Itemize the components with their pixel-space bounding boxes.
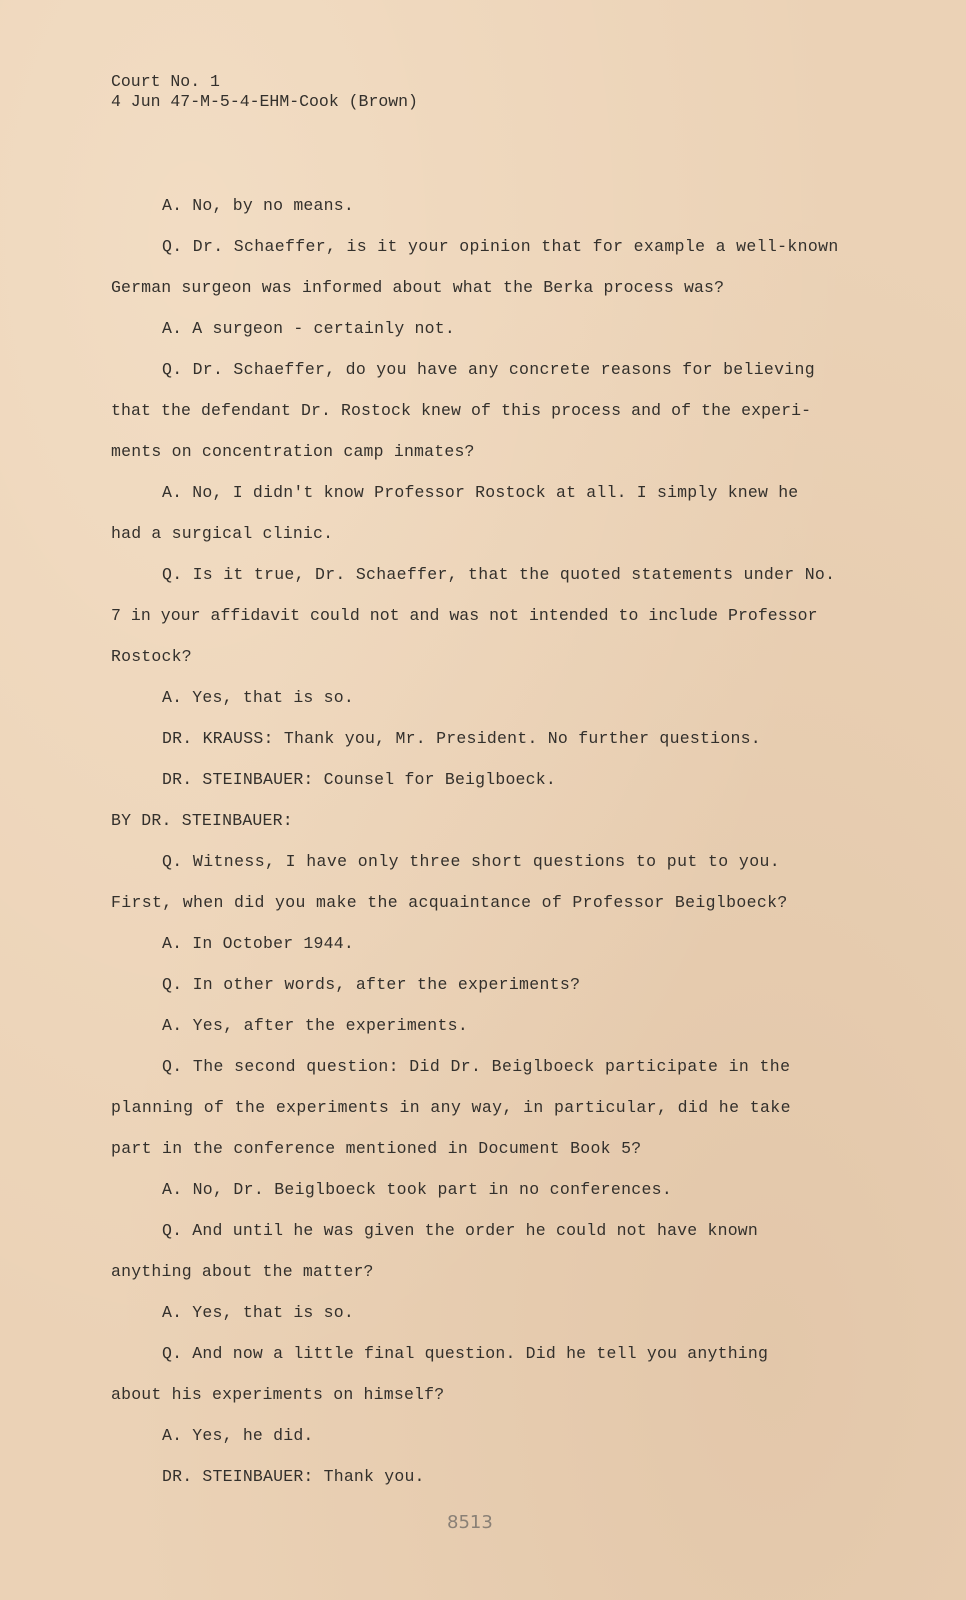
transcript-line: anything about the matter?: [111, 1262, 374, 1281]
transcript-line: DR. STEINBAUER: Counsel for Beiglboeck.: [162, 770, 556, 789]
transcript-line: A. No, I didn't know Professor Rostock at all. I simply knew he: [162, 483, 799, 502]
transcript-line: Q. Is it true, Dr. Schaeffer, that the quoted statements under No.: [162, 565, 836, 584]
court-number: Court No. 1: [111, 72, 220, 91]
transcript-line: that the defendant Dr. Rostock knew of this process and of the experi-: [111, 401, 812, 420]
transcript-line: First, when did you make the acquaintance of Professor Beiglboeck?: [111, 893, 788, 912]
transcript-line: A. A surgeon - certainly not.: [162, 319, 455, 338]
transcript-line: Q. The second question: Did Dr. Beiglboeck participate in the: [162, 1057, 791, 1076]
transcript-line: A. No, Dr. Beiglboeck took part in no conferences.: [162, 1180, 673, 1199]
transcript-line: German surgeon was informed about what the Berka process was?: [111, 278, 725, 297]
transcript-line: BY DR. STEINBAUER:: [111, 811, 293, 830]
transcript-line: about his experiments on himself?: [111, 1385, 445, 1404]
transcript-line: A. Yes, after the experiments.: [162, 1016, 469, 1035]
transcript-line: A. No, by no means.: [162, 196, 354, 215]
transcript-line: planning of the experiments in any way, in particular, did he take: [111, 1098, 791, 1117]
transcript-line: DR. STEINBAUER: Thank you.: [162, 1467, 425, 1486]
transcript-line: A. Yes, that is so.: [162, 1303, 354, 1322]
transcript-line: DR. KRAUSS: Thank you, Mr. President. No further questions.: [162, 729, 761, 748]
transcript-line: Q. And until he was given the order he could not have known: [162, 1221, 758, 1240]
session-reference: 4 Jun 47-M-5-4-EHM-Cook (Brown): [111, 92, 418, 111]
document-header: [111, 72, 418, 112]
transcript-line: A. Yes, he did.: [162, 1426, 314, 1445]
transcript-line: Q. Witness, I have only three short questions to put to you.: [162, 852, 781, 871]
transcript-line: Q. In other words, after the experiments?: [162, 975, 581, 994]
transcript-line: part in the conference mentioned in Document Book 5?: [111, 1139, 642, 1158]
transcript-line: A. In October 1944.: [162, 934, 354, 953]
transcript-line: 7 in your affidavit could not and was not intended to include Professor: [111, 606, 818, 625]
transcript-line: ments on concentration camp inmates?: [111, 442, 475, 461]
transcript-line: Q. Dr. Schaeffer, is it your opinion that for example a well-known: [162, 237, 839, 256]
page-number: 8513: [447, 1512, 493, 1533]
transcript-line: Rostock?: [111, 647, 192, 666]
transcript-line: Q. And now a little final question. Did he tell you anything: [162, 1344, 769, 1363]
transcript-line: A. Yes, that is so.: [162, 688, 354, 707]
transcript-line: Q. Dr. Schaeffer, do you have any concrete reasons for believing: [162, 360, 815, 379]
transcript-line: had a surgical clinic.: [111, 524, 334, 543]
